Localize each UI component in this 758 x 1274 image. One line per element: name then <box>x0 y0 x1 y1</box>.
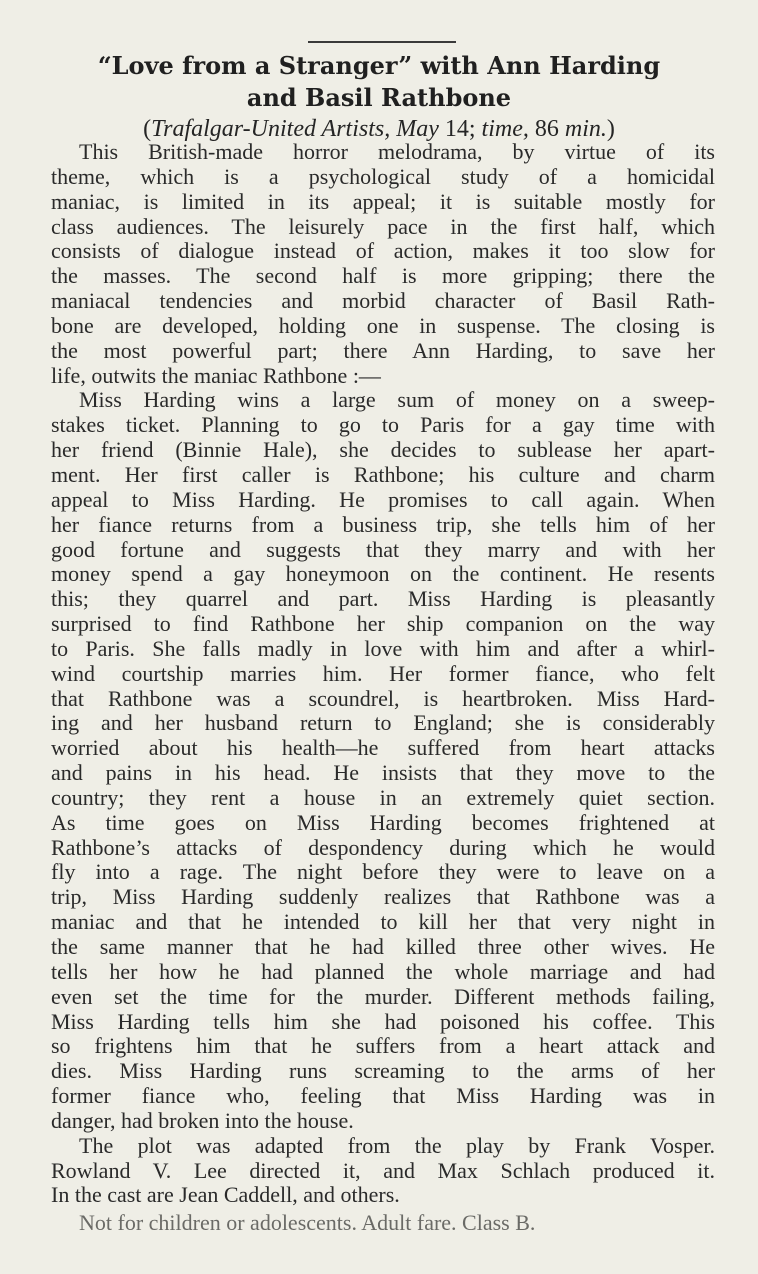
body-line: that Rathbone was a scoundrel, is heartbroken. Miss Hard- <box>51 685 715 711</box>
body-line: theme, which is a psychological study of a homicidal <box>51 163 715 189</box>
body-line: to Paris. She falls madly in love with him and after a whirl- <box>51 635 715 661</box>
body-line: ing and her husband return to England; she is considerably <box>51 710 715 736</box>
body-line: life, outwits the maniac Rathbone :— <box>51 362 381 388</box>
body-line: stakes ticket. Planning to go to Paris for a gay time with <box>51 412 715 438</box>
body-line: This British-made horror melodrama, by virtue of its <box>79 139 715 164</box>
body-line: the same manner that he had killed three other wives. He <box>51 934 715 959</box>
meta-open-paren: ( <box>143 116 152 142</box>
audience-classification: Not for children or adolescents. Adult fare. Class B. <box>79 1210 536 1235</box>
body-line: As time goes on Miss Harding becomes frightened at <box>51 809 715 835</box>
body-line: money spend a gay honeymoon on the continent. He resents <box>51 561 715 587</box>
body-line: Miss Harding wins a large sum of money on a sweep- <box>79 387 715 413</box>
body-line: even set the time for the murder. Different methods failing, <box>51 983 715 1009</box>
body-line: surprised to find Rathbone her ship companion on the way <box>51 611 715 637</box>
body-line: ment. Her first caller is Rathbone; his culture and charm <box>51 461 715 487</box>
body-line: In the cast are Jean Caddell, and others. <box>51 1182 400 1208</box>
body-line: The plot was adapted from the play by Frank Vosper. <box>79 1132 715 1158</box>
meta-distributor: Trafalgar-United Artists, May <box>151 116 439 142</box>
body-line: this; they quarrel and part. Miss Harding is pleasantly <box>51 586 715 612</box>
body-line: Rathbone’s attacks of despondency during which he would <box>51 834 715 860</box>
body-line: former fiance who, feeling that Miss Harding was in <box>51 1083 715 1109</box>
top-rule <box>308 41 456 43</box>
body-line: dies. Miss Harding runs screaming to the arms of her <box>51 1058 715 1084</box>
body-line: her fiance returns from a business trip, she tells him of her <box>51 511 715 537</box>
body-line: tells her how he had planned the whole marriage and had <box>51 958 715 984</box>
body-line: danger, had broken into the house. <box>51 1107 354 1133</box>
article-title <box>20 50 738 114</box>
title-line: and Basil Rathbone <box>246 83 512 112</box>
body-line: class audiences. The leisurely pace in the first half, which <box>51 213 715 239</box>
meta-close-paren: ) <box>606 116 615 142</box>
body-line: bone are developed, holding one in suspense. The closing is <box>51 312 715 338</box>
meta-time-label: time, <box>481 116 529 142</box>
body-line: the masses. The second half is more gripping; there the <box>51 263 715 289</box>
body-line: and pains in his head. He insists that they move to the <box>51 760 715 786</box>
body-line: wind courtship marries him. Her former fiance, who felt <box>51 660 715 686</box>
title-line: “Love from a Stranger” with Ann Harding <box>97 51 661 80</box>
meta-unit: min. <box>564 116 607 142</box>
body-line: maniac, is limited in its appeal; it is suitable mostly for <box>51 188 715 214</box>
article-body <box>51 140 715 1208</box>
body-line: appeal to Miss Harding. He promises to call again. When <box>51 486 715 512</box>
body-line: good fortune and suggests that they marry and with her <box>51 536 715 562</box>
body-line: maniacal tendencies and morbid character of Basil Rath- <box>51 288 715 314</box>
body-line: the most powerful part; there Ann Harding, to save her <box>51 337 715 363</box>
body-line: fly into a rage. The night before they were to leave on a <box>51 859 715 885</box>
meta-day: 14; <box>438 116 482 142</box>
body-line: so frightens him that he suffers from a heart attack and <box>51 1033 715 1059</box>
body-line: maniac and that he intended to kill her that very night in <box>51 909 715 935</box>
body-line: trip, Miss Harding suddenly realizes that Rathbone was a <box>51 884 715 910</box>
body-line: country; they rent a house in an extremely quiet section. <box>51 784 715 810</box>
body-line: worried about his health—he suffered from heart attacks <box>51 735 715 761</box>
meta-minutes: 86 <box>528 116 565 142</box>
body-line: her friend (Binnie Hale), she decides to sublease her apart- <box>51 437 715 463</box>
body-line: Rowland V. Lee directed it, and Max Schlach produced it. <box>51 1157 715 1183</box>
body-line: Miss Harding tells him she had poisoned his coffee. This <box>51 1008 715 1034</box>
body-line: consists of dialogue instead of action, makes it too slow for <box>51 238 715 264</box>
